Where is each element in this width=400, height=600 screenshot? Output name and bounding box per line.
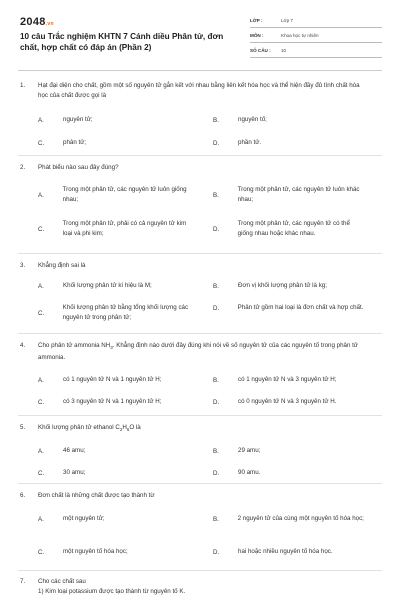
question-number: 6. [20,492,26,499]
option-a[interactable]: A. nguyên tử; [38,116,93,124]
meta-value: Khoa học tự nhiên [281,32,319,38]
question-statement: 1) Kim loại potassium được tạo thành từ nguyên tố K. [38,588,186,595]
option-a[interactable]: A. một nguyên tử; [38,515,105,523]
option-c[interactable]: C. Khối lượng phân tử bằng tổng khối lượng các nguyên tử trong phân tử; [38,304,189,321]
option-b[interactable]: B. 2 nguyên tử của cùng một nguyên tố hóa học; [213,515,364,523]
site-logo[interactable]: 2048.vn [20,16,54,28]
meta-key: MÔN : [250,32,264,38]
option-d[interactable]: D. 90 amu. [213,469,261,477]
meta-key: SỐ CÂU : [250,47,271,53]
question-text: Khối lượng phân tử ethanol $C_2H_6O$ là [38,424,141,433]
meta-row-subject [250,28,382,43]
question-separator [18,570,382,571]
question-number: 5. [20,424,26,431]
question-text: Cho phân tử ammonia $NH_3$. Khẳng định nào dưới đây đúng khi nói về số nguyên tử của các nguyên tố trong phân tử ammonia. [38,342,359,362]
question-number: 3. [20,262,26,269]
option-c[interactable]: C. 30 amu; [38,469,86,477]
meta-value: 10 [281,47,287,53]
question-number: 4. [20,342,26,349]
option-b[interactable]: B. 29 amu; [213,447,261,455]
option-d[interactable]: D. Trong một phân tử, các nguyên tử có thể giống nhau hoặc khác nhau. [213,220,350,237]
option-d[interactable]: D. có 0 nguyên tử N và 3 nguyên tử H. [213,398,337,406]
question-separator [18,155,382,156]
option-a[interactable]: A. Trong một phân tử, các nguyên tử luôn giống nhau; [38,186,187,203]
document-header [0,0,400,70]
question-text: Cho các chất sau [38,578,86,585]
question-1 [20,81,380,147]
option-c[interactable]: C. có 3 nguyên tử N và 1 nguyên tử H; [38,398,162,406]
meta-table [250,13,382,58]
meta-value: Lớp 7 [281,17,293,23]
meta-row-count [250,43,382,58]
question-separator [18,333,382,334]
option-b[interactable]: B. nguyên tố; [213,116,267,124]
question-6 [20,491,380,556]
option-b[interactable]: B. có 1 nguyên tử N và 3 nguyên tử H; [213,376,337,384]
question-7 [20,577,380,597]
question-text: Đơn chất là những chất được tạo thành từ [38,492,155,499]
option-c[interactable]: C. một nguyên tố hóa học; [38,548,128,556]
option-b[interactable]: B. Đơn vị khối lượng phân tử là kg; [213,282,327,290]
option-c[interactable]: C. Trong một phân tử, phải có cả nguyên tử kim loại và phi kim; [38,220,187,237]
option-b[interactable]: B. Trong một phân tử, các nguyên tử luôn khác nhau; [213,186,360,203]
option-a[interactable]: A. 46 amu; [38,447,86,455]
question-2 [20,163,380,237]
question-separator [18,415,382,416]
question-separator [18,483,382,484]
meta-row-class [250,13,382,28]
question-text: Hạt đại diện cho chất, gồm một số nguyên tử gắn kết với nhau bằng liên kết hóa học và thể hiện đầy đủ tính chất hóa học của chất được gọi là [38,82,360,99]
option-d[interactable]: D. phần tử. [213,139,262,147]
header-divider [18,70,382,71]
option-d[interactable]: D. hai hoặc nhiều nguyên tố hóa học. [213,548,333,556]
option-c[interactable]: C. phân tử; [38,139,87,147]
question-number: 1. [20,82,26,89]
question-text: Khẳng định sai là [38,262,86,269]
option-d[interactable]: D. Phân tử gồm hai loại là đơn chất và hợp chất. [213,304,364,312]
question-number: 7. [20,578,26,585]
option-a[interactable]: A. Khối lượng phân tử kí hiệu là M; [38,282,152,290]
option-a[interactable]: A. có 1 nguyên tử N và 1 nguyên tử H; [38,376,162,384]
question-3 [20,261,380,321]
question-separator [18,253,382,254]
meta-key: LỚP : [250,17,263,23]
document-title: 10 câu Trắc nghiệm KHTN 7 Cánh diều Phân tử, đơn chất, hợp chất có đáp án (Phần 2) [20,32,224,52]
question-5 [20,423,380,477]
question-4 [20,341,380,406]
question-text: Phát biểu nào sau đây đúng? [38,164,119,171]
question-number: 2. [20,164,26,171]
